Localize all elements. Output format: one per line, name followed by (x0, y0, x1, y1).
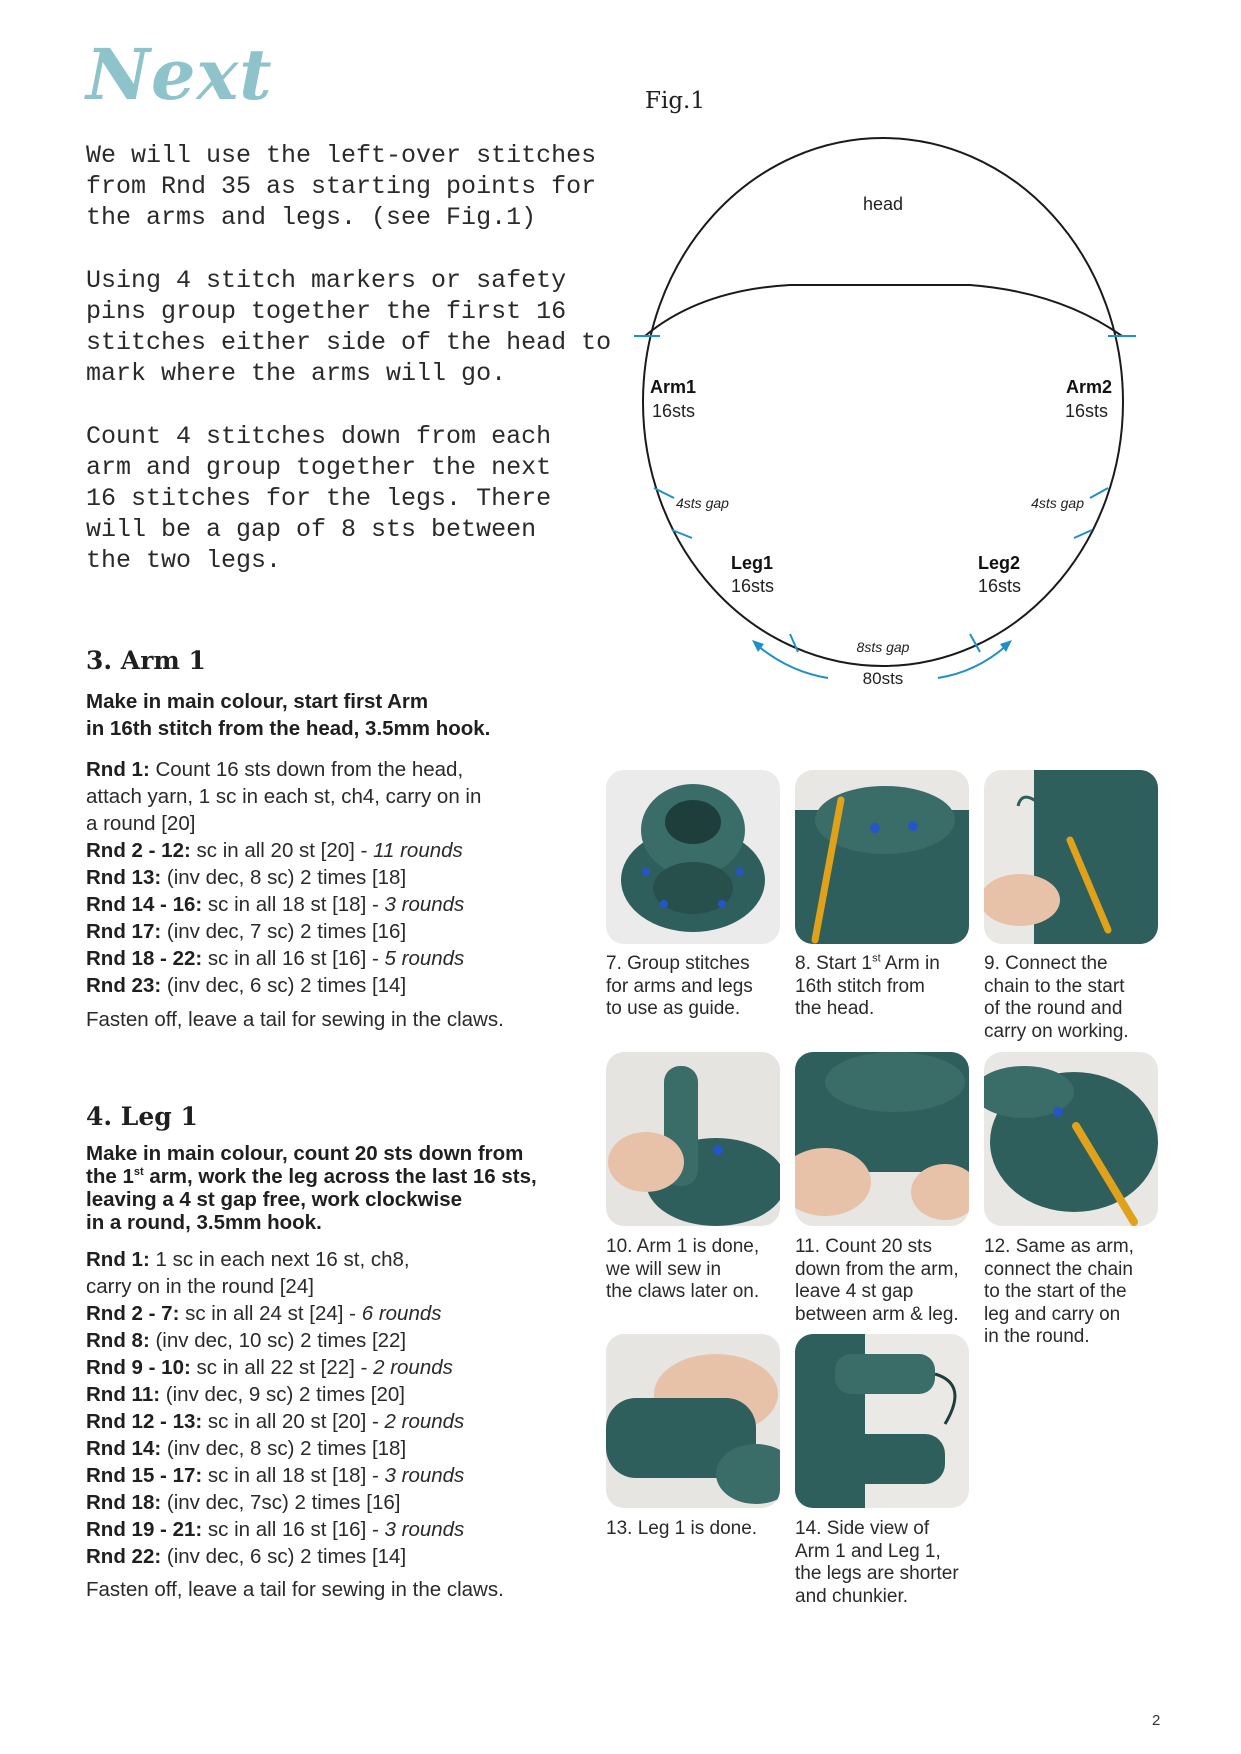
leg-instructions-intro: Make in main colour, count 20 sts down from the 1st arm, work the leg across the last 16 sts, leaving a 4 st gap free, work clockwise in a round, 3.5mm hook. (86, 1142, 537, 1234)
leg-rounds-list (86, 1246, 606, 1570)
caption-step-9: 9. Connect the chain to the start of the round and carry on working. (984, 953, 1129, 1042)
label-leg1-sts: 16sts (731, 576, 775, 596)
page-title: Next (86, 33, 273, 116)
leg-round-line: Rnd 9 - 10: sc in all 22 st [22] - 2 rounds (86, 1356, 453, 1379)
label-head: head (862, 194, 904, 214)
leg-round-line: Rnd 11: (inv dec, 9 sc) 2 times [20] (86, 1383, 405, 1406)
label-leg1: Leg1 (731, 553, 774, 573)
label-arm1: Arm1 (650, 377, 697, 397)
label-arm2-sts: 16sts (1064, 401, 1108, 421)
leg-round-line: Rnd 19 - 21: sc in all 16 st [16] - 3 rounds (86, 1518, 465, 1541)
label-arm2: Arm2 (1065, 377, 1112, 397)
intro-paragraph-1: We will use the left-over stitches from Rnd 35 as starting points for the arms and legs. (see Fig.1) (86, 141, 597, 232)
arm-round-line: Rnd 18 - 22: sc in all 16 st [16] - 5 rounds (86, 947, 465, 970)
leg-round-line: Rnd 22: (inv dec, 6 sc) 2 times [14] (86, 1545, 407, 1568)
photo-step-14 (795, 1334, 969, 1508)
intro-paragraph-2: Using 4 stitch markers or safety pins group together the first 16 stitches either side of the head to mark where the arms will go. (86, 266, 612, 388)
label-gap-bottom: 8sts gap (856, 639, 910, 655)
label-gap-right: 4sts gap (1031, 495, 1084, 511)
photo-step-12 (984, 1052, 1158, 1226)
label-arm1-sts: 16sts (652, 401, 696, 421)
label-leg2-sts: 16sts (978, 576, 1022, 596)
caption-step-7: 7. Group stitches for arms and legs to use as guide. (606, 953, 753, 1019)
stitch-markers (634, 336, 1136, 652)
leg-round-line: Rnd 14: (inv dec, 8 sc) 2 times [18] (86, 1437, 407, 1460)
arm-round-line: a round [20] (86, 812, 196, 835)
head-divider (645, 285, 1122, 336)
caption-step-8: 8. Start 1st Arm in 16th stitch from the head. (795, 952, 940, 1019)
photo-step-10 (606, 1052, 780, 1226)
caption-step-12: 12. Same as arm, connect the chain to the start of the leg and carry on in the round. (984, 1236, 1134, 1347)
leg-round-line: Rnd 2 - 7: sc in all 24 st [24] - 6 rounds (86, 1302, 442, 1325)
arm-round-line: Rnd 1: Count 16 sts down from the head, (86, 758, 464, 781)
arm-round-line: Rnd 17: (inv dec, 7 sc) 2 times [16] (86, 920, 407, 943)
arm-rounds-list (86, 756, 606, 999)
photo-step-13 (606, 1334, 780, 1508)
arm-round-line: Rnd 14 - 16: sc in all 18 st [18] - 3 rounds (86, 893, 465, 916)
leg-round-line: Rnd 12 - 13: sc in all 20 st [20] - 2 rounds (86, 1410, 465, 1433)
caption-step-11: 11. Count 20 sts down from the arm, leave 4 st gap between arm & leg. (795, 1236, 959, 1325)
body-outline (643, 138, 1123, 666)
fig-label: Fig.1 (645, 88, 705, 114)
label-gap-left: 4sts gap (676, 495, 729, 511)
arm-round-line: Rnd 23: (inv dec, 6 sc) 2 times [14] (86, 974, 407, 997)
leg-round-line: Rnd 15 - 17: sc in all 18 st [18] - 3 rounds (86, 1464, 465, 1487)
photo-step-8 (795, 770, 969, 944)
right-arrow (938, 646, 1006, 678)
photo-step-11 (795, 1052, 969, 1226)
leg-section-heading: 4. Leg 1 (86, 1102, 198, 1131)
leg-round-line: carry on in the round [24] (86, 1275, 314, 1298)
caption-step-13: 13. Leg 1 is done. (606, 1518, 758, 1539)
photo-step-7 (606, 770, 780, 944)
label-leg2: Leg2 (978, 553, 1021, 573)
leg-round-line: Rnd 1: 1 sc in each next 16 st, ch8, (86, 1248, 410, 1271)
label-total: 80sts (862, 669, 904, 688)
arm-instructions-intro: Make in main colour, start first Arm in 16th stitch from the head, 3.5mm hook. (86, 690, 491, 740)
leg-round-line: Rnd 18: (inv dec, 7sc) 2 times [16] (86, 1491, 401, 1514)
left-arrow (758, 646, 828, 678)
intro-paragraph-3: Count 4 stitches down from each arm and group together the next 16 stitches for the legs. There will be a gap of 8 sts between the two legs. (86, 422, 552, 575)
arm-round-line: Rnd 2 - 12: sc in all 20 st [20] - 11 rounds (86, 839, 463, 862)
photo-step-9 (984, 770, 1158, 944)
leg-fasten-off: Fasten off, leave a tail for sewing in the claws. (86, 1578, 504, 1601)
leg-round-line: Rnd 8: (inv dec, 10 sc) 2 times [22] (86, 1329, 407, 1352)
caption-step-14: 14. Side view of Arm 1 and Leg 1, the legs are shorter and chunkier. (795, 1518, 959, 1607)
arm-section-heading: 3. Arm 1 (86, 646, 206, 675)
arm-round-line: attach yarn, 1 sc in each st, ch4, carry on in (86, 785, 482, 808)
arm-round-line: Rnd 13: (inv dec, 8 sc) 2 times [18] (86, 866, 407, 889)
page-number: 2 (1152, 1712, 1161, 1729)
fig1-diagram (600, 60, 1160, 710)
arm-fasten-off: Fasten off, leave a tail for sewing in the claws. (86, 1008, 504, 1031)
caption-step-10: 10. Arm 1 is done, we will sew in the claws later on. (606, 1236, 760, 1302)
